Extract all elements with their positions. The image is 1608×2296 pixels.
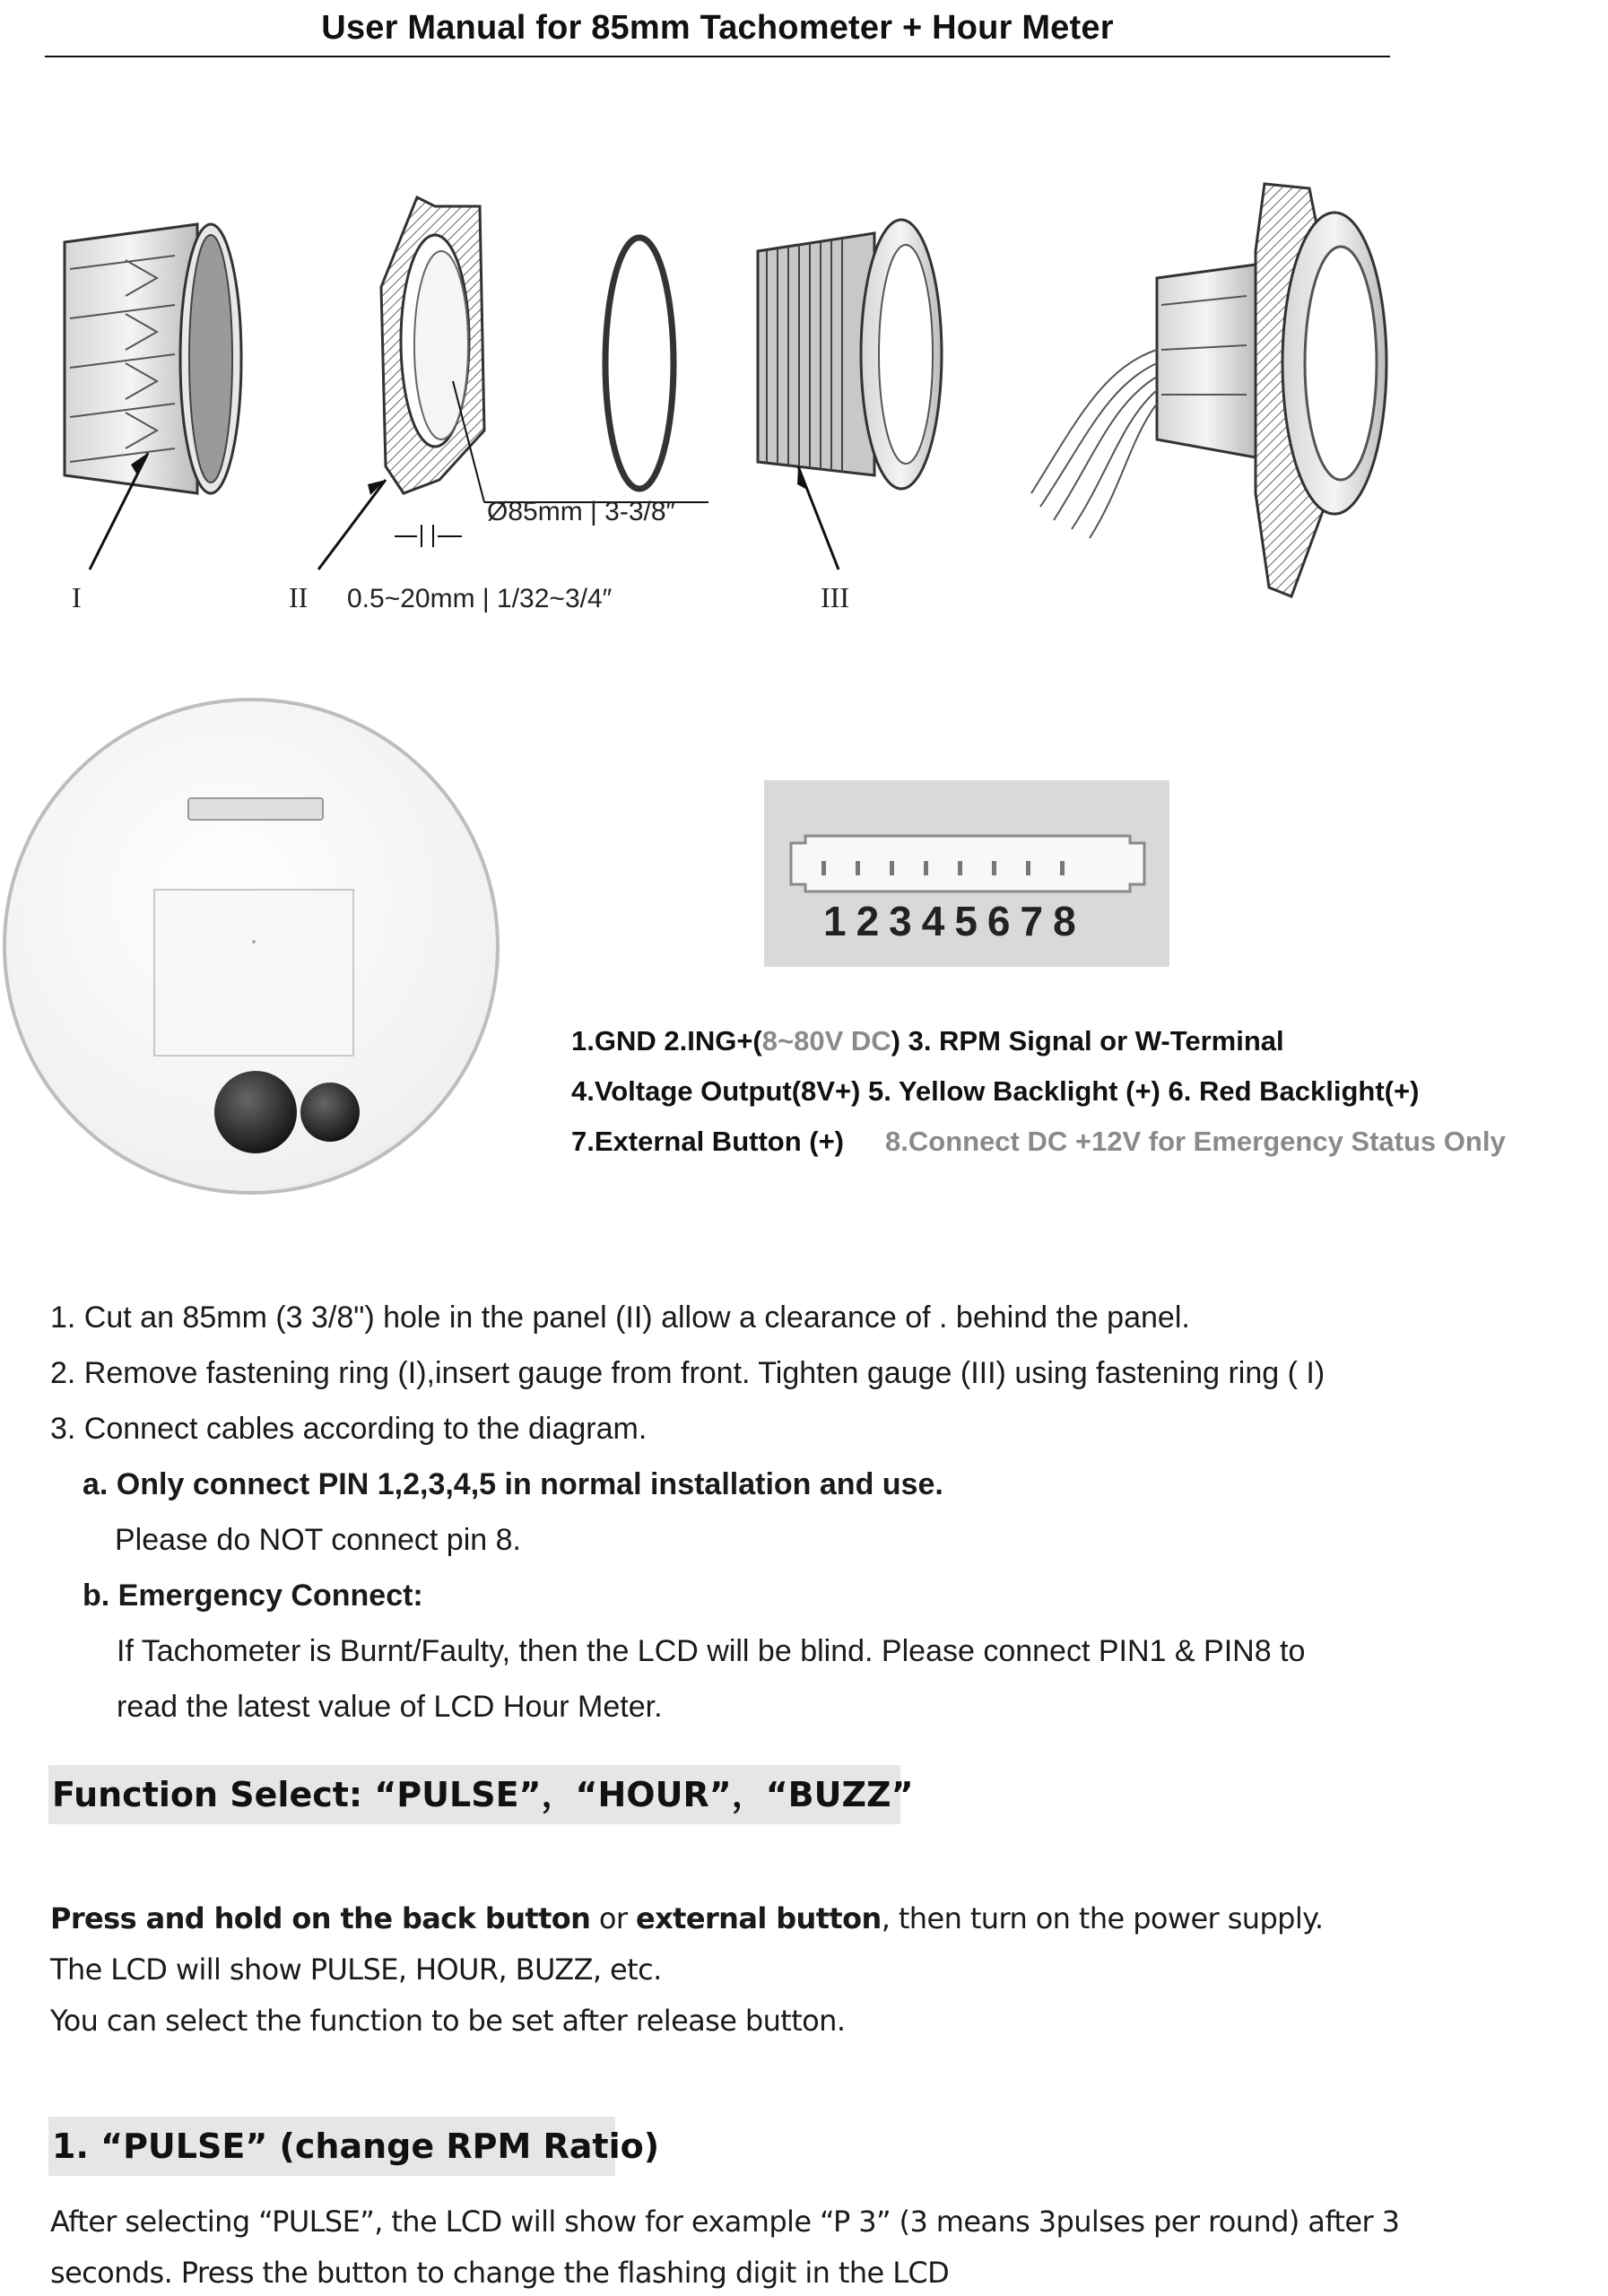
step-1: 1. Cut an 85mm (3 3/8") hole in the panel (II) allow a clearance of . behind the panel. <box>50 1300 1190 1335</box>
function-select-para-2: The LCD will show PULSE, HOUR, BUZZ, etc. <box>50 1952 662 1987</box>
pin-row-1-end: ) 3. RPM Signal or W-Terminal <box>891 1025 1284 1057</box>
step-3b-text-1: If Tachometer is Burnt/Faulty, then the LCD will be blind. Please connect PIN1 & PIN8 to <box>117 1634 1306 1668</box>
o-ring-illustration <box>605 238 674 489</box>
gauge-back-photo <box>0 691 511 1202</box>
pin-row-1-a: 1.GND 2.ING+( <box>571 1025 762 1057</box>
title-underline <box>45 56 1390 57</box>
diameter-label: Ø85mm | 3-3/8″ <box>487 497 676 526</box>
pin-row-3 <box>571 1126 1506 1158</box>
part-label-1: I <box>72 581 82 613</box>
step-2: 2. Remove fastening ring (I),insert gauge from front. Tighten gauge (III) using fastening ring ( I) <box>50 1356 1326 1390</box>
gauge-body-illustration <box>758 220 942 570</box>
power-supply-text: , then turn on the power supply. <box>881 1901 1324 1935</box>
step-3b-text-2: read the latest value of LCD Hour Meter. <box>117 1690 663 1724</box>
connector-pin-numbers: 12345678 <box>823 898 1086 944</box>
assembled-gauge-illustration <box>1031 184 1386 596</box>
pin-row-1 <box>571 1025 1284 1057</box>
page-title: User Manual for 85mm Tachometer + Hour Meter <box>321 9 1114 47</box>
function-select-heading: Function Select: “PULSE”，“HOUR”，“BUZZ” <box>48 1765 900 1824</box>
function-select-para-3: You can select the function to be set after release button. <box>50 2004 846 2038</box>
pulse-heading: 1. “PULSE” (change RPM Ratio) <box>48 2117 615 2176</box>
mounting-diagram <box>0 170 1435 637</box>
pin-row-3-emergency: 8.Connect DC +12V for Emergency Status Only <box>885 1126 1506 1157</box>
external-button-text: external button <box>636 1901 882 1935</box>
fastening-ring-illustration <box>65 224 241 570</box>
pulse-text-1: After selecting “PULSE”, the LCD will show for example “P 3” (3 means 3pulses per round) after 3 <box>50 2205 1400 2239</box>
step-3a-note: Please do NOT connect pin 8. <box>115 1523 521 1557</box>
step-3a: a. Only connect PIN 1,2,3,4,5 in normal installation and use. <box>83 1467 943 1501</box>
back-button-text: Press and hold on the back button <box>50 1901 591 1935</box>
or-text: or <box>590 1901 637 1935</box>
pulse-text-2: seconds. Press the button to change the flashing digit in the LCD <box>50 2256 950 2290</box>
part-label-3: III <box>821 581 849 613</box>
step-3: 3. Connect cables according to the diagram. <box>50 1412 648 1446</box>
thickness-label: 0.5~20mm | 1/32~3/4″ <box>347 584 613 613</box>
pin-row-2: 4.Voltage Output(8V+) 5. Yellow Backlight (+) 6. Red Backlight(+) <box>571 1075 1420 1107</box>
part-label-2: II <box>289 581 309 613</box>
function-select-para-1 <box>50 1901 1324 1935</box>
pin-row-1-voltage: 8~80V DC <box>761 1025 891 1057</box>
step-3b: b. Emergency Connect: <box>83 1578 423 1613</box>
pin-row-3-a: 7.External Button (+) <box>571 1126 845 1157</box>
